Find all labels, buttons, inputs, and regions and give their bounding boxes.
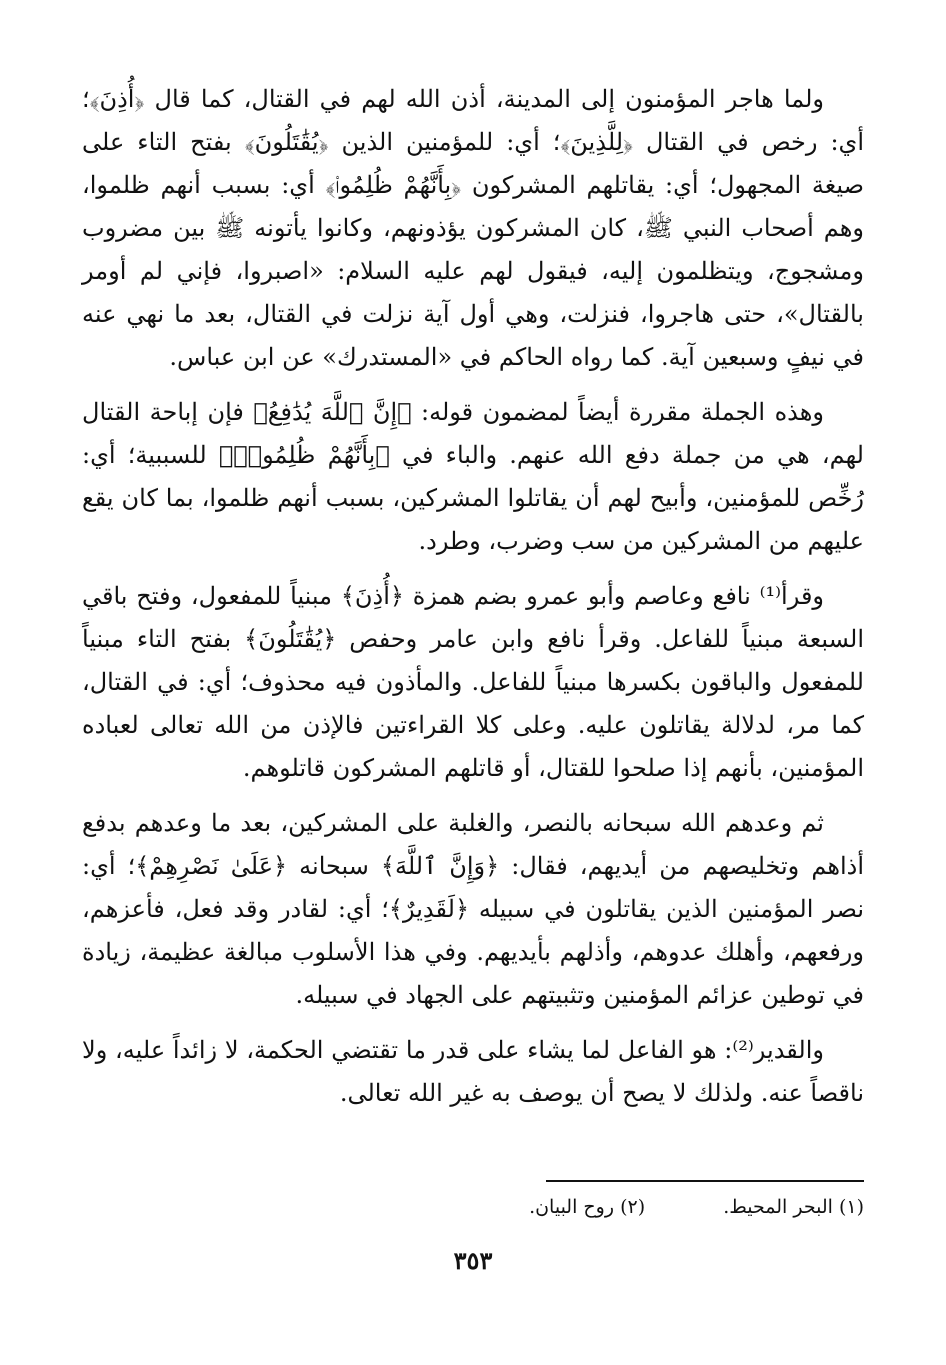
footnotes: [82, 1194, 864, 1220]
page-number: ٣٥٣: [453, 1246, 493, 1275]
footnote-divider: [546, 1180, 864, 1182]
footnote-1: (١) البحر المحيط.: [723, 1196, 864, 1218]
paragraph-3: وقرأ⁽¹⁾ نافع وعاصم وأبو عمرو بضم همزة ﴿أُذِنَ﴾ مبنياً للمفعول، وفتح باقي السبعة مبنياً للفاعل. وقرأ نافع وابن عامر وحفص ﴿يُقَٰتَلُونَ﴾ بفتح التاء مبنياً للمفعول والباقون بكسرها مبنياً للفاعل. والمأذون فيه محذوف؛ أي: في القتال، كما مر، لدلالة يقاتلون عليه. وعلى كلا القراءتين فالإذن من الله تعالى لعباده المؤمنين، بأنهم إذا صلحوا للقتال، أو قاتلهم المشركون قاتلوهم.: [82, 582, 864, 782]
paragraph-4: ثم وعدهم الله سبحانه بالنصر، والغلبة على المشركين، بعد ما وعدهم بدفع أذاهم وتخليصهم من أيديهم، فقال: ﴿وَإِنَّ ٱللَّهَ﴾ سبحانه ﴿عَلَىٰ نَصْرِهِمْ﴾؛ أي: نصر المؤمنين الذين يقاتلون في سبيله ﴿لَقَدِيرٌ﴾؛ أي: لقادر وقد فعل، فأعزهم، ورفعهم، وأهلك عدوهم، وأذلهم بأيديهم. وفي هذا الأسلوب مبالغة عظيمة، زيادة في توطين عزائم المؤمنين وتثبيتهم على الجهاد في سبيله.: [82, 809, 864, 1009]
main-text: [82, 78, 864, 1127]
footnote-2: (٢) روح البيان.: [529, 1196, 646, 1218]
paragraph-5: والقدير⁽²⁾: هو الفاعل لما يشاء على قدر ما تقتضي الحكمة، لا زائداً عليه، ولا ناقصاً عنه. ولذلك لا يصح أن يوصف به غير الله تعالى.: [82, 1036, 864, 1107]
paragraph-2: وهذه الجملة مقررة أيضاً لمضمون قوله: ﴿إِنَّ ٱللَّهَ يُدَٰفِعُ﴾ فإن إباحة القتال لهم، هي من جملة دفع الله عنهم. والباء في ﴿بِأَنَّهُمْ ظُلِمُوا۟﴾ للسببية؛ أي: رُخِّص للمؤمنين، وأبيح لهم أن يقاتلوا المشركين، بسبب أنهم ظلموا، بما كان يقع عليهم من المشركين من سب وضرب، وطرد.: [82, 398, 864, 555]
paragraph-1: ولما هاجر المؤمنون إلى المدينة، أذن الله لهم في القتال، كما قال ﴿أُذِنَ﴾؛ أي: رخص في القتال ﴿لِلَّذِينَ﴾؛ أي: للمؤمنين الذين ﴿يُقَٰتَلُونَ﴾ بفتح التاء على صيغة المجهول؛ أي: يقاتلهم المشركون ﴿بِأَنَّهُمْ ظُلِمُوا۟﴾ أي: بسبب أنهم ظلموا، وهم أصحاب النبي ﷺ، كان المشركون يؤذونهم، وكانوا يأتونه ﷺ بين مضروب ومشجوج، ويتظلمون إليه، فيقول لهم عليه السلام: «اصبروا، فإني لم أومر بالقتال»، حتى هاجروا، فنزلت، وهي أول آية نزلت في القتال، بعد ما نهي عنه في نيفٍ وسبعين آية. كما رواه الحاكم في «المستدرك» عن ابن عباس.: [82, 85, 864, 371]
